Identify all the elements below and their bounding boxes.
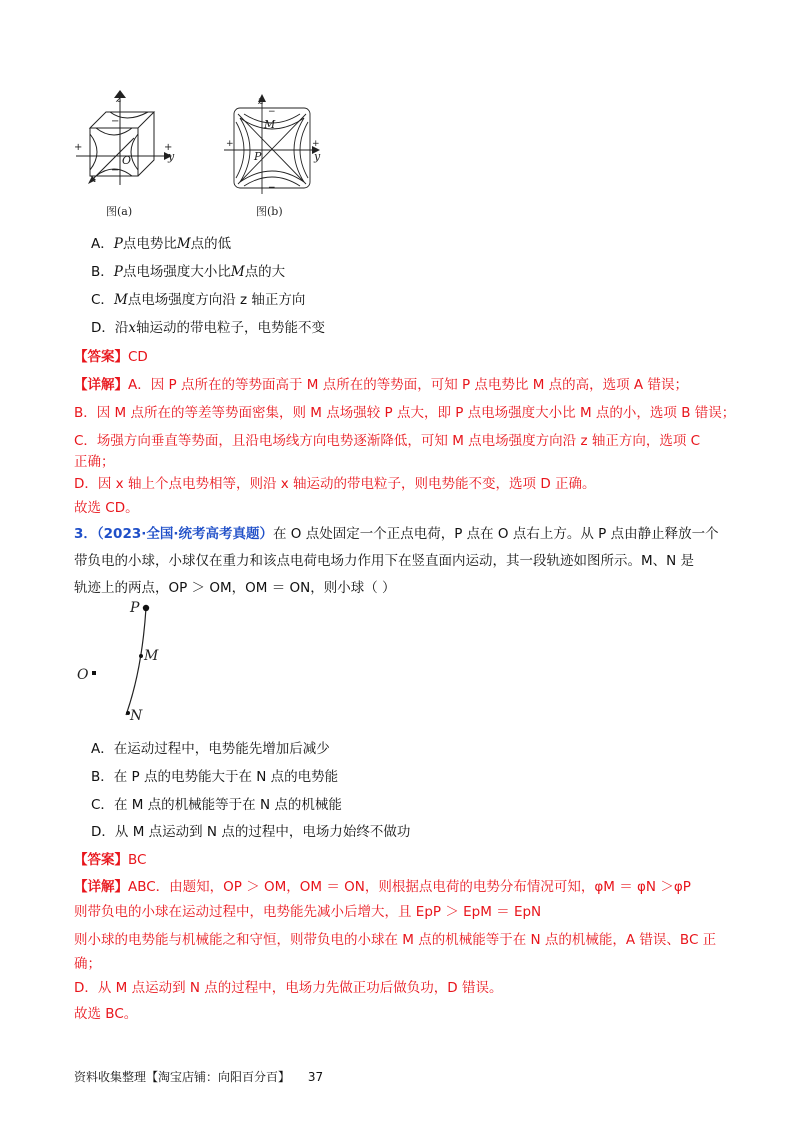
svg-text:−: − [111,116,120,127]
q2-option-c: C．M点电场强度方向沿 z 轴正方向 [91,292,306,308]
q2-detail-line-3: C．场强方向垂直等势面，且沿电场线方向电势逐渐降低，可知 M 点电场强度方向沿 z 轴正方向，选项 C [74,433,701,449]
q2-detail-line-1: 【详解】A．因 P 点所在的等势面高于 M 点所在的等势面，可知 P 点电势比 M 点的高，选项 A 错误； [74,377,688,393]
svg-text:−: − [268,107,276,117]
point-o-dot [92,671,96,675]
page-footer [74,1068,323,1085]
q2-detail-line-6: 故选 CD。 [74,500,139,516]
svg-text:−: − [111,165,120,176]
q3-stem-line-2: 带负电的小球，小球仅在重力和该点电荷电场力作用下在竖直面内运动，其一段轨迹如图所示。M、N 是 [74,553,695,569]
q2-option-d: D．沿x轴运动的带电粒子，电势能不变 [91,320,326,336]
svg-text:+: + [74,142,83,153]
q3-option-d: D．从 M 点运动到 N 点的过程中，电场力始终不做功 [91,824,411,840]
fig-b-z-label: z [258,94,264,107]
fig-b-m-label: M [264,118,276,131]
fig-a-z-label: z [116,92,122,105]
q3-option-c: C．在 M 点的机械能等于在 N 点的机械能 [91,797,342,813]
q3-option-b: B．在 P 点的电势能大于在 N 点的电势能 [91,769,339,785]
q2-option-b: B．P点电场强度大小比M点的大 [91,264,286,280]
fig-a-caption: 图(a) [106,205,133,218]
point-n-label: N [130,708,143,724]
q3-option-a: A．在运动过程中，电势能先增加后减少 [91,741,330,757]
trajectory-curve [126,608,146,715]
q3-detail-line-1: 【详解】ABC．由题知，OP ＞ OM，OM ＝ ON，则根据点电荷的电势分布情况可知，φM ＝ φN ＞φP [74,879,691,895]
svg-text:+: + [226,139,234,149]
q3-detail-line-2: 则带负电的小球在运动过程中，电势能先减小后增大，且 EpP ＞ EpM ＝ EpN [74,904,542,920]
q2-option-a: A．P点电势比M点的低 [91,236,232,252]
fig-a-o-label: O [122,154,132,167]
page-number: 37 [307,1070,324,1084]
q2-answer: 【答案】CD [74,349,148,365]
svg-text:+: + [164,142,173,153]
q3-answer: 【答案】BC [74,852,147,868]
fig-b-caption: 图(b) [256,205,283,218]
point-p-dot [143,605,149,611]
q3-detail-line-6: 故选 BC。 [74,1006,138,1022]
q2-detail-line-4: 正确； [74,454,115,470]
q3-detail-line-5: D．从 M 点运动到 N 点的过程中，电场力先做正功后做负功，D 错误。 [74,980,503,996]
point-m-label: M [144,648,159,664]
q3-stem-line-3: 轨迹上的两点，OP ＞ OM，OM ＝ ON，则小球（ ） [74,580,396,596]
q3-detail-line-3: 则小球的电势能与机械能之和守恒，则带负电的小球在 M 点的机械能等于在 N 点的机械能，A 错误、BC 正 [74,932,717,948]
q3-detail-line-4: 确； [74,956,101,972]
point-o-label: O [77,667,89,683]
q3-stem-line-1: 3．（2023·全国·统考高考真题）在 O 点处固定一个正点电荷，P 点在 O 点右上方。从 P 点由静止释放一个 [74,526,719,542]
fig-b-p-label: P [254,150,262,163]
point-p-label: P [130,600,140,616]
q2-detail-line-5: D．因 x 轴上个点电势相等，则沿 x 轴运动的带电粒子，则电势能不变，选项 D 正确。 [74,476,596,492]
fig-a-x-label: x [90,172,97,185]
fig-a-y-label: y [168,150,175,163]
point-m-dot [139,654,143,658]
fig-b-y-label: y [314,150,321,163]
q2-detail-line-2: B．因 M 点所在的等差等势面密集，则 M 点场强较 P 点大，即 P 点电场强度大小比 M 点的小，选项 B 错误； [74,405,736,421]
figure-b [224,94,324,198]
svg-text:+: + [312,139,320,149]
trajectory-figure [70,600,180,730]
footer-text: 资料收集整理【淘宝店铺：向阳百分百】 [74,1070,291,1084]
svg-text:−: − [268,183,276,193]
